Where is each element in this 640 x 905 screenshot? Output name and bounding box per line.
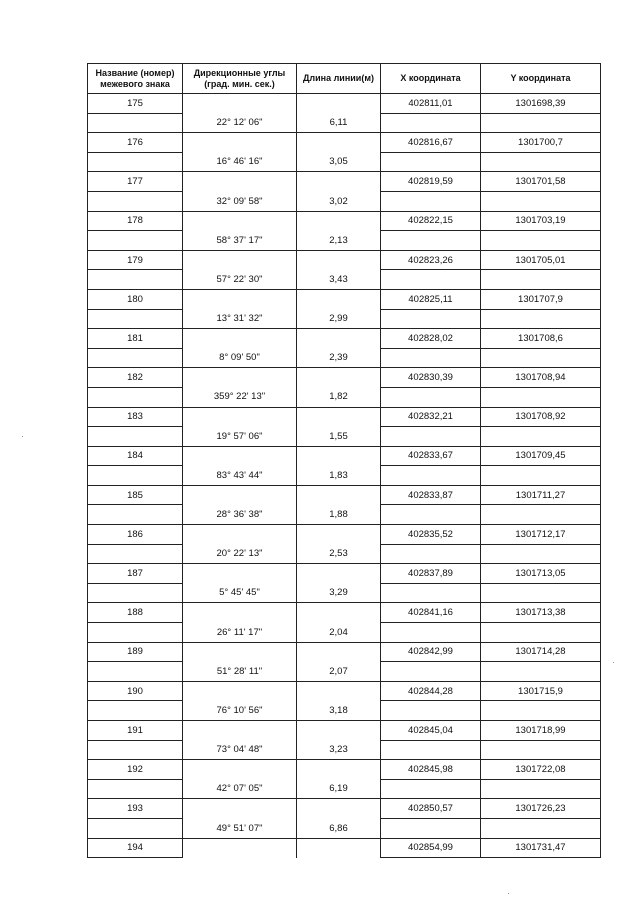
cell-y: 1301713,38: [481, 603, 601, 623]
cell-name: 190: [88, 681, 183, 701]
cell-angle: 16° 46' 16": [183, 152, 297, 172]
point-row: [88, 760, 601, 780]
cell-angle: [183, 642, 297, 662]
cell-name: 193: [88, 799, 183, 819]
cell-x: [381, 231, 481, 251]
cell-x: [381, 779, 481, 799]
cell-x: [381, 348, 481, 368]
cell-y: 1301722,08: [481, 760, 601, 780]
segment-row: [88, 427, 601, 447]
cell-name: [88, 387, 183, 407]
cell-x: 402832,21: [381, 407, 481, 427]
cell-y: 1301711,27: [481, 485, 601, 505]
cell-angle: [183, 564, 297, 584]
cell-x: [381, 818, 481, 838]
point-row: [88, 603, 601, 623]
cell-y: [481, 544, 601, 564]
cell-name: [88, 662, 183, 682]
cell-y: [481, 701, 601, 721]
cell-length: [297, 721, 381, 741]
cell-length: 2,39: [297, 348, 381, 368]
cell-x: [381, 544, 481, 564]
segment-row: [88, 152, 601, 172]
cell-x: [381, 466, 481, 486]
cell-length: [297, 760, 381, 780]
cell-y: 1301708,92: [481, 407, 601, 427]
cell-angle: [183, 838, 297, 858]
cell-name: [88, 427, 183, 447]
cell-x: [381, 309, 481, 329]
cell-length: [297, 525, 381, 545]
segment-row: [88, 270, 601, 290]
cell-length: 3,02: [297, 191, 381, 211]
cell-length: 2,13: [297, 231, 381, 251]
cell-angle: [183, 407, 297, 427]
scan-speck: [613, 662, 614, 663]
point-row: [88, 133, 601, 153]
segment-row: [88, 113, 601, 133]
cell-angle: [183, 721, 297, 741]
cell-angle: 76° 10' 56": [183, 701, 297, 721]
cell-x: 402830,39: [381, 368, 481, 388]
point-row: [88, 799, 601, 819]
point-row: [88, 485, 601, 505]
cell-y: [481, 818, 601, 838]
cell-x: 402833,67: [381, 446, 481, 466]
cell-y: [481, 309, 601, 329]
cell-y: [481, 152, 601, 172]
cell-length: 2,53: [297, 544, 381, 564]
point-row: [88, 172, 601, 192]
cell-x: [381, 701, 481, 721]
header-x: X координата: [381, 64, 481, 94]
cell-name: 175: [88, 94, 183, 114]
cell-angle: [183, 799, 297, 819]
cell-length: 6,19: [297, 779, 381, 799]
cell-length: 1,55: [297, 427, 381, 447]
cell-angle: 51° 28' 11": [183, 662, 297, 682]
cell-name: [88, 113, 183, 133]
cell-x: [381, 387, 481, 407]
cell-x: [381, 623, 481, 643]
cell-angle: 8° 09' 50": [183, 348, 297, 368]
point-row: [88, 289, 601, 309]
cell-x: 402844,28: [381, 681, 481, 701]
cell-y: 1301713,05: [481, 564, 601, 584]
segment-row: [88, 623, 601, 643]
cell-name: [88, 740, 183, 760]
cell-x: 402833,87: [381, 485, 481, 505]
cell-length: [297, 407, 381, 427]
point-row: [88, 329, 601, 349]
header-length: Длина линии(м): [297, 64, 381, 94]
cell-name: [88, 623, 183, 643]
cell-length: [297, 211, 381, 231]
cell-x: [381, 740, 481, 760]
cell-angle: 26° 11' 17": [183, 623, 297, 643]
cell-y: 1301726,23: [481, 799, 601, 819]
cell-angle: [183, 94, 297, 114]
cell-angle: [183, 211, 297, 231]
cell-name: 177: [88, 172, 183, 192]
cell-x: [381, 152, 481, 172]
cell-y: 1301701,58: [481, 172, 601, 192]
cell-y: 1301718,99: [481, 721, 601, 741]
cell-y: 1301715,9: [481, 681, 601, 701]
point-row: [88, 368, 601, 388]
cell-name: [88, 348, 183, 368]
cell-name: [88, 779, 183, 799]
cell-x: 402845,98: [381, 760, 481, 780]
cell-x: [381, 505, 481, 525]
point-row: [88, 564, 601, 584]
cell-length: [297, 564, 381, 584]
cell-length: 6,86: [297, 818, 381, 838]
cell-angle: [183, 289, 297, 309]
point-row: [88, 94, 601, 114]
cell-y: 1301731,47: [481, 838, 601, 858]
cell-x: 402828,02: [381, 329, 481, 349]
cell-name: [88, 544, 183, 564]
point-row: [88, 250, 601, 270]
cell-length: [297, 446, 381, 466]
cell-length: [297, 681, 381, 701]
cell-angle: 22° 12' 06": [183, 113, 297, 133]
cell-name: 189: [88, 642, 183, 662]
cell-x: 402842,99: [381, 642, 481, 662]
cell-name: [88, 152, 183, 172]
cell-length: [297, 368, 381, 388]
cell-length: [297, 642, 381, 662]
cell-length: 3,29: [297, 583, 381, 603]
cell-angle: 359° 22' 13": [183, 387, 297, 407]
cell-name: [88, 818, 183, 838]
cell-y: [481, 623, 601, 643]
segment-row: [88, 740, 601, 760]
cell-y: [481, 740, 601, 760]
segment-row: [88, 818, 601, 838]
cell-length: [297, 250, 381, 270]
point-row: [88, 446, 601, 466]
cell-name: [88, 505, 183, 525]
cell-length: [297, 172, 381, 192]
cell-x: 402835,52: [381, 525, 481, 545]
point-row: [88, 642, 601, 662]
segment-row: [88, 387, 601, 407]
cell-length: 2,99: [297, 309, 381, 329]
cell-angle: [183, 250, 297, 270]
cell-name: 183: [88, 407, 183, 427]
table-header: [88, 64, 601, 94]
cell-length: [297, 838, 381, 858]
cell-length: [297, 329, 381, 349]
cell-x: 402850,57: [381, 799, 481, 819]
cell-angle: 13° 31' 32": [183, 309, 297, 329]
cell-name: 187: [88, 564, 183, 584]
table-body: [88, 94, 601, 858]
cell-x: [381, 113, 481, 133]
cell-y: [481, 231, 601, 251]
cell-length: [297, 603, 381, 623]
point-row: [88, 407, 601, 427]
cell-angle: [183, 525, 297, 545]
cell-angle: 49° 51' 07": [183, 818, 297, 838]
cell-angle: [183, 485, 297, 505]
cell-y: [481, 113, 601, 133]
cell-name: [88, 231, 183, 251]
header-row: [88, 64, 601, 94]
cell-angle: [183, 446, 297, 466]
cell-angle: 19° 57' 06": [183, 427, 297, 447]
cell-y: 1301705,01: [481, 250, 601, 270]
cell-name: [88, 309, 183, 329]
cell-name: 188: [88, 603, 183, 623]
cell-y: 1301700,7: [481, 133, 601, 153]
cell-x: [381, 427, 481, 447]
cell-y: [481, 387, 601, 407]
cell-length: 1,83: [297, 466, 381, 486]
cell-name: 184: [88, 446, 183, 466]
cell-name: 191: [88, 721, 183, 741]
segment-row: [88, 466, 601, 486]
cell-length: [297, 485, 381, 505]
cell-x: [381, 191, 481, 211]
cell-angle: [183, 172, 297, 192]
segment-row: [88, 583, 601, 603]
cell-name: [88, 466, 183, 486]
cell-y: 1301714,28: [481, 642, 601, 662]
cell-name: 178: [88, 211, 183, 231]
cell-length: 6,11: [297, 113, 381, 133]
cell-angle: 20° 22' 13": [183, 544, 297, 564]
cell-name: [88, 583, 183, 603]
cell-angle: 32° 09' 58": [183, 191, 297, 211]
cell-name: 182: [88, 368, 183, 388]
cell-length: 3,43: [297, 270, 381, 290]
point-row: [88, 838, 601, 858]
cell-angle: 73° 04' 48": [183, 740, 297, 760]
cell-x: [381, 662, 481, 682]
cell-angle: 58° 37' 17": [183, 231, 297, 251]
scan-speck: [508, 893, 509, 894]
point-row: [88, 721, 601, 741]
cell-x: 402816,67: [381, 133, 481, 153]
point-row: [88, 525, 601, 545]
cell-y: [481, 348, 601, 368]
cell-y: 1301709,45: [481, 446, 601, 466]
cell-x: 402819,59: [381, 172, 481, 192]
coordinates-table: [87, 63, 601, 858]
cell-name: 192: [88, 760, 183, 780]
cell-name: [88, 191, 183, 211]
segment-row: [88, 701, 601, 721]
segment-row: [88, 191, 601, 211]
cell-angle: 83° 43' 44": [183, 466, 297, 486]
cell-y: [481, 191, 601, 211]
cell-angle: [183, 368, 297, 388]
cell-x: 402823,26: [381, 250, 481, 270]
header-y: Y координата: [481, 64, 601, 94]
cell-name: 179: [88, 250, 183, 270]
point-row: [88, 681, 601, 701]
cell-name: 185: [88, 485, 183, 505]
cell-x: 402845,04: [381, 721, 481, 741]
cell-length: 3,18: [297, 701, 381, 721]
cell-y: 1301707,9: [481, 289, 601, 309]
cell-angle: [183, 681, 297, 701]
segment-row: [88, 544, 601, 564]
segment-row: [88, 348, 601, 368]
segment-row: [88, 309, 601, 329]
point-row: [88, 211, 601, 231]
cell-angle: 5° 45' 45": [183, 583, 297, 603]
segment-row: [88, 505, 601, 525]
segment-row: [88, 662, 601, 682]
cell-length: 3,23: [297, 740, 381, 760]
cell-y: [481, 427, 601, 447]
cell-y: 1301708,6: [481, 329, 601, 349]
cell-y: [481, 505, 601, 525]
cell-angle: 42° 07' 05": [183, 779, 297, 799]
header-angle: Дирекционные углы (град. мин. сек.): [183, 64, 297, 94]
cell-length: [297, 289, 381, 309]
cell-name: 181: [88, 329, 183, 349]
cell-angle: 57° 22' 30": [183, 270, 297, 290]
cell-angle: [183, 603, 297, 623]
cell-length: 1,82: [297, 387, 381, 407]
cell-name: [88, 701, 183, 721]
cell-y: [481, 779, 601, 799]
cell-y: 1301698,39: [481, 94, 601, 114]
cell-length: 2,04: [297, 623, 381, 643]
scan-speck: [22, 436, 23, 437]
cell-name: 180: [88, 289, 183, 309]
cell-length: 2,07: [297, 662, 381, 682]
cell-y: 1301712,17: [481, 525, 601, 545]
cell-length: 3,05: [297, 152, 381, 172]
cell-x: [381, 270, 481, 290]
cell-length: [297, 94, 381, 114]
cell-length: [297, 133, 381, 153]
cell-name: 176: [88, 133, 183, 153]
segment-row: [88, 779, 601, 799]
cell-x: [381, 583, 481, 603]
cell-x: 402822,15: [381, 211, 481, 231]
cell-y: [481, 662, 601, 682]
header-name: Название (номер) межевого знака: [88, 64, 183, 94]
cell-x: 402854,99: [381, 838, 481, 858]
cell-angle: 28° 36' 38": [183, 505, 297, 525]
cell-x: 402837,89: [381, 564, 481, 584]
cell-angle: [183, 133, 297, 153]
cell-name: 186: [88, 525, 183, 545]
segment-row: [88, 231, 601, 251]
cell-y: [481, 466, 601, 486]
cell-length: [297, 799, 381, 819]
cell-y: 1301708,94: [481, 368, 601, 388]
cell-x: 402811,01: [381, 94, 481, 114]
cell-length: 1,88: [297, 505, 381, 525]
cell-y: 1301703,19: [481, 211, 601, 231]
cell-y: [481, 270, 601, 290]
cell-name: [88, 270, 183, 290]
cell-y: [481, 583, 601, 603]
cell-x: 402825,11: [381, 289, 481, 309]
cell-angle: [183, 760, 297, 780]
cell-angle: [183, 329, 297, 349]
cell-name: 194: [88, 838, 183, 858]
cell-x: 402841,16: [381, 603, 481, 623]
